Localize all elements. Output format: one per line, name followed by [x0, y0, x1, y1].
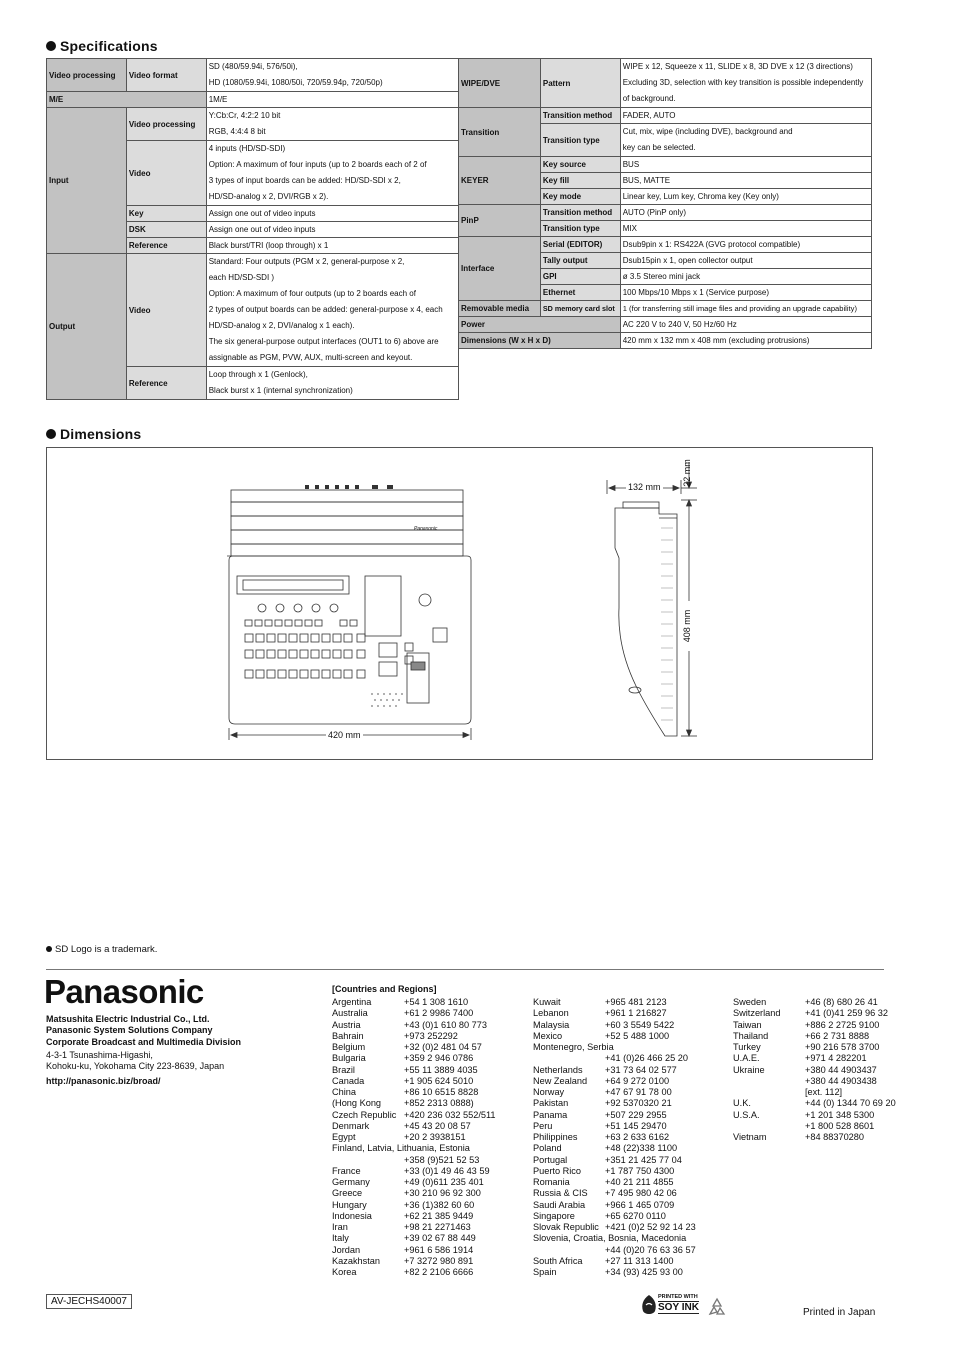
contact-row: [733, 1031, 885, 1042]
country-name: Romania: [533, 1177, 570, 1187]
contact-row: [533, 1132, 729, 1143]
country-name: Thailand: [733, 1030, 769, 1041]
contact-row: [533, 1177, 729, 1188]
contact-row: [332, 1177, 528, 1188]
phone-number: +358 (9)521 52 53: [404, 1154, 480, 1165]
country-name: Canada: [332, 1075, 365, 1086]
height-label: 132 mm: [628, 482, 661, 492]
country-name: Korea: [332, 1267, 357, 1277]
contact-row: [733, 1076, 885, 1087]
printed-in-japan: Printed in Japan: [803, 1307, 876, 1318]
specifications-heading: Specifications: [46, 38, 158, 54]
contact-row: [332, 1132, 528, 1143]
country-name: Kuwait: [533, 997, 561, 1007]
phone-number: +32 (0)2 481 04 57: [404, 1042, 482, 1052]
country-name: China: [332, 1087, 357, 1097]
contact-row: [332, 1166, 528, 1177]
website-link[interactable]: http://panasonic.biz/broad/: [46, 1076, 161, 1086]
phone-number: +51 145 29470: [605, 1120, 667, 1131]
phone-number: +1 787 750 4300: [605, 1165, 675, 1176]
contact-row: [533, 1008, 729, 1019]
country-name: Kazakhstan: [332, 1255, 381, 1266]
contact-row: [332, 1065, 528, 1076]
contact-row: [533, 1110, 729, 1121]
phone-number: +961 6 586 1914: [404, 1244, 474, 1255]
country-name: [733, 1087, 805, 1098]
contact-row: [332, 1110, 528, 1121]
phone-number: +973 252292: [404, 1030, 458, 1041]
phone-number: +351 21 425 77 04: [605, 1154, 682, 1165]
country-name: Singapore: [533, 1210, 575, 1221]
depth-label: 408 mm: [682, 601, 692, 651]
contact-row: [533, 1233, 729, 1244]
regions-column-2: [533, 997, 729, 1278]
contact-row: [533, 1166, 729, 1177]
phone-number: +7 3272 980 891: [404, 1255, 474, 1266]
country-name: Australia: [332, 1008, 368, 1019]
contact-row: [533, 1121, 729, 1132]
country-name: Finland, Latvia, Lithuania, Estonia: [332, 1143, 470, 1154]
side-view: [607, 462, 697, 736]
top-protrusion-label: 22 mm: [682, 459, 692, 487]
phone-number: +380 44 4903437: [805, 1064, 877, 1075]
contact-row: [332, 1256, 528, 1267]
phone-number: +65 6270 0110: [605, 1210, 666, 1221]
phone-number: +66 2 731 8888: [805, 1030, 870, 1041]
phone-number: +36 (1)382 60 60: [404, 1199, 475, 1210]
footer-divider: [46, 969, 884, 970]
phone-number: +7 495 980 42 06: [605, 1188, 677, 1199]
country-name: Belgium: [332, 1042, 366, 1052]
contact-row: [733, 1110, 885, 1121]
country-name: Poland: [533, 1143, 562, 1154]
soy-ink-badge: PRINTED WITH SOY INK: [638, 1292, 702, 1318]
country-name: Indonesia: [332, 1210, 372, 1221]
soy-ink-icon: [638, 1293, 660, 1317]
contact-row: [332, 1042, 528, 1053]
spec-table-left: Video processing Video format SD (480/59.94i, 576/50i), HD (1080/59.94i, 1080/50i, 720/59.94p, 720/50p) M/E 1M/E Input Video processing Y:Cb:Cr, 4:2:2 10 bit RGB, 4:4:4 8 bit Video 4 inputs (HD/SD-SDI) Option: A maximum of four inputs (up to 2 boards each of 2 of 3 types of input boards can be added: HD/SD-SDI x 2, HD/SD-analog x 2, DVI/RGB x 2). Key Assign one out of video inputs DSK Assign one out of video inputs Reference Black burst/TRI (loop through) x 1 Output Video Standard: Four outputs (PGM x 2, general-purpose x 2, each HD/SD-SDI ) Option: A maximum of four outputs (up to 2 boards each of 2 types of output boards can be added: general-purpose x 4, each HD/SD-analog x 2, DVI/analog x 1 each). The six general-purpose output interfaces (OUT1 to 6) above are assignable as PGM, PVW, AUX, multi-screen and keyout. Reference Loop through x 1 (Genlock), Black burst x 1 (internal synchronization): [46, 58, 459, 400]
contact-row: [332, 1031, 528, 1042]
phone-number: +44 (0) 1344 70 69 20: [805, 1098, 896, 1109]
contact-row: [733, 1132, 885, 1143]
phone-number: +84 88370280: [805, 1132, 865, 1142]
phone-number: +20 2 3938151: [404, 1132, 466, 1142]
phone-number: +421 (0)2 52 92 14 23: [605, 1222, 696, 1232]
contact-row: [733, 1042, 885, 1053]
contact-row: [533, 1031, 729, 1042]
contact-row: [332, 1008, 528, 1019]
contact-row: [533, 1267, 729, 1278]
phone-number: +82 2 2106 6666: [404, 1267, 474, 1277]
contact-row: [533, 997, 729, 1008]
country-name: Mexico: [533, 1030, 563, 1041]
country-name: Slovenia, Croatia, Bosnia, Macedonia: [533, 1233, 687, 1244]
sd-trademark-note: SD Logo is a trademark.: [46, 944, 157, 955]
phone-number: +30 210 96 92 300: [404, 1188, 481, 1199]
country-name: Taiwan: [733, 1019, 762, 1030]
contact-row: [733, 1098, 896, 1109]
width-label: 420 mm: [328, 730, 361, 740]
country-name: Austria: [332, 1019, 361, 1030]
contact-row: [332, 1155, 528, 1166]
country-name: Norway: [533, 1087, 565, 1097]
regions-title: [Countries and Regions]: [332, 984, 437, 994]
country-name: U.S.A.: [733, 1109, 760, 1120]
contact-row: [533, 1143, 729, 1154]
phone-number: +92 5370320 21: [605, 1098, 672, 1109]
contact-row: [332, 1121, 528, 1132]
country-name: Germany: [332, 1177, 370, 1187]
phone-number: [ext. 112]: [805, 1087, 843, 1097]
phone-number: +60 3 5549 5422: [605, 1019, 675, 1030]
country-name: France: [332, 1165, 361, 1176]
country-name: Puerto Rico: [533, 1165, 582, 1176]
country-name: New Zealand: [533, 1075, 588, 1086]
bullet-icon: [46, 429, 56, 439]
contact-row: [733, 1121, 885, 1132]
country-name: Pakistan: [533, 1098, 569, 1109]
country-name: Slovak Republic: [533, 1222, 599, 1232]
contact-row: [332, 1053, 528, 1064]
recycle-icon: [706, 1296, 728, 1323]
phone-number: +27 11 313 1400: [605, 1255, 674, 1266]
phone-number: +47 67 91 78 00: [605, 1087, 672, 1097]
phone-number: +55 11 3889 4035: [404, 1064, 478, 1075]
contact-row: [533, 1200, 729, 1211]
country-name: (Hong Kong: [332, 1098, 382, 1109]
phone-number: +40 21 211 4855: [605, 1177, 674, 1187]
contact-row: [332, 997, 528, 1008]
phone-number: +45 43 20 08 57: [404, 1120, 471, 1131]
country-name: Egypt: [332, 1132, 356, 1142]
document-code: AV-JECHS40007: [46, 1294, 132, 1309]
phone-number: +420 236 032 552/511: [404, 1109, 496, 1120]
phone-number: +1 201 348 5300: [805, 1109, 875, 1120]
phone-number: +39 02 67 88 449: [404, 1233, 476, 1244]
country-name: U.A.E.: [733, 1053, 760, 1064]
country-name: Greece: [332, 1188, 363, 1199]
contact-row: [533, 1155, 729, 1166]
front-view: [227, 485, 471, 740]
contact-row: [332, 1098, 528, 1109]
contact-row: [533, 1065, 729, 1076]
regions-column-1: [332, 997, 528, 1278]
dimensions-drawing: [47, 448, 872, 759]
country-name: Spain: [533, 1267, 557, 1277]
contact-row: [533, 1245, 729, 1256]
contact-row: [332, 1211, 528, 1222]
phone-number: +31 73 64 02 577: [605, 1064, 677, 1075]
phone-number: +1 800 528 8601: [805, 1120, 875, 1131]
panasonic-logo: Panasonic: [44, 973, 204, 1010]
contact-row: [533, 1098, 729, 1109]
phone-number: +63 2 633 6162: [605, 1132, 670, 1142]
country-name: U.K.: [733, 1098, 751, 1109]
phone-number: +98 21 2271463: [404, 1222, 471, 1232]
country-name: Italy: [332, 1233, 349, 1244]
phone-number: +49 (0)611 235 401: [404, 1177, 484, 1187]
phone-number: +61 2 9986 7400: [404, 1008, 474, 1019]
country-name: Jordan: [332, 1244, 361, 1255]
country-name: Bulgaria: [332, 1053, 366, 1064]
country-name: Panama: [533, 1109, 568, 1120]
phone-number: +48 (22)338 1100: [605, 1143, 678, 1154]
phone-number: +1 905 624 5010: [404, 1075, 474, 1086]
country-name: Iran: [332, 1222, 348, 1232]
phone-number: +44 (0)20 76 63 36 57: [605, 1244, 696, 1255]
phone-number: +507 229 2955: [605, 1109, 667, 1120]
contact-row: [533, 1020, 729, 1031]
phone-number: +86 10 6515 8828: [404, 1087, 479, 1097]
contact-row: [332, 1245, 528, 1256]
contact-row: [332, 1188, 528, 1199]
country-name: Russia & CIS: [533, 1188, 588, 1199]
phone-number: +46 (8) 680 26 41: [805, 997, 878, 1007]
contact-row: [533, 1087, 729, 1098]
phone-number: +41 (0)41 259 96 32: [805, 1008, 889, 1019]
country-name: South Africa: [533, 1255, 583, 1266]
country-name: Philippines: [533, 1132, 578, 1142]
row-sublabel: Video format: [126, 59, 206, 92]
dimensions-heading: Dimensions: [46, 426, 141, 442]
phone-number: +41 (0)26 466 25 20: [605, 1053, 689, 1064]
contact-row: [533, 1188, 729, 1199]
phone-number: +966 1 465 0709: [605, 1199, 675, 1210]
spec-table-right: WIPE/DVE Pattern WIPE x 12, Squeeze x 11, SLIDE x 8, 3D DVE x 12 (3 directions) Excluding 3D, selection with key transition is possible independently of background. Transition Transition method FADER, AUTO Transition type Cut, mix, wipe (including DVE), background and key can be selected. KEYER Key source BUS Key fill BUS, MATTE Key mode Linear key, Lum key, Chroma key (Key only) PinP Transition method AUTO (PinP only) Transition type MIX Interface Serial (EDITOR) Dsub9pin x 1: RS422A (GVG protocol compatible) Tally output Dsub15pin x 1, open collector output GPI ø 3.5 Stereo mini jack Ethernet 100 Mbps/10 Mbps x 1 (Service purpose) Removable media SD memory card slot 1 (for transferring still image files and providing an upgrade capability) Power AC 220 V to 240 V, 50 Hz/60 Hz Dimensions (W x H x D) 420 mm x 132 mm x 408 mm (excluding protrusions): [458, 58, 872, 349]
country-name: Lebanon: [533, 1008, 569, 1019]
dimensions-box: [46, 447, 873, 760]
phone-number: +43 (0)1 610 80 773: [404, 1019, 488, 1030]
phone-number: +852 2313 0888): [404, 1098, 474, 1109]
phone-number: +971 4 282201: [805, 1053, 867, 1064]
country-name: Brazil: [332, 1064, 355, 1075]
contact-row: [733, 1053, 885, 1064]
country-name: [332, 1155, 404, 1166]
contact-row: [533, 1076, 729, 1087]
contact-row: [332, 1233, 528, 1244]
panel-brand: Panasonic: [414, 526, 438, 532]
company-address: 4-3-1 Tsunashima-Higashi, Kohoku-ku, Yokohama City 223-8639, Japan: [46, 1050, 225, 1072]
phone-number: +961 1 216827: [605, 1008, 667, 1019]
contact-row: [533, 1053, 729, 1064]
phone-number: +359 2 946 0786: [404, 1053, 474, 1064]
country-name: Malaysia: [533, 1019, 570, 1030]
country-name: Switzerland: [733, 1008, 781, 1019]
phone-number: +965 481 2123: [605, 997, 667, 1007]
country-name: Ukraine: [733, 1064, 765, 1075]
phone-number: +52 5 488 1000: [605, 1030, 670, 1041]
country-name: Montenegro, Serbia: [533, 1042, 614, 1052]
phone-number: +380 44 4903438: [805, 1075, 877, 1086]
country-name: Argentina: [332, 997, 372, 1007]
contact-row: [332, 1020, 528, 1031]
regions-column-3: [733, 997, 896, 1143]
contact-row: [332, 1222, 528, 1233]
contact-row: [332, 1267, 528, 1278]
contact-row: [533, 1211, 729, 1222]
company-name: Matsushita Electric Industrial Co., Ltd. Panasonic System Solutions Company Corporate Broadcast and Multimedia Division: [46, 1014, 242, 1047]
country-name: Sweden: [733, 997, 767, 1007]
phone-number: +33 (0)1 49 46 43 59: [404, 1165, 490, 1176]
contact-row: [332, 1143, 528, 1154]
country-name: [733, 1121, 805, 1132]
country-name: [533, 1053, 605, 1064]
country-name: Denmark: [332, 1120, 370, 1131]
contact-row: [733, 1008, 889, 1019]
country-name: Turkey: [733, 1042, 761, 1052]
bullet-icon: [46, 946, 52, 952]
contact-row: [533, 1222, 729, 1233]
phone-number: +64 9 272 0100: [605, 1075, 670, 1086]
contact-row: [332, 1200, 528, 1211]
contact-row: [533, 1042, 729, 1053]
phone-number: +34 (93) 425 93 00: [605, 1267, 683, 1277]
country-name: Netherlands: [533, 1064, 583, 1075]
phone-number: +54 1 308 1610: [404, 997, 469, 1007]
contact-row: [332, 1087, 528, 1098]
contact-row: [733, 1020, 885, 1031]
country-name: [533, 1245, 605, 1256]
contact-row: [533, 1256, 729, 1267]
country-name: Czech Republic: [332, 1109, 397, 1120]
country-name: Peru: [533, 1120, 553, 1131]
phone-number: +90 216 578 3700: [805, 1042, 880, 1052]
country-name: [733, 1076, 805, 1087]
contact-row: [733, 1065, 885, 1076]
country-name: Hungary: [332, 1199, 367, 1210]
row-label: Video processing: [47, 59, 127, 92]
phone-number: +62 21 385 9449: [404, 1210, 474, 1221]
contact-row: [733, 1087, 885, 1098]
country-name: Bahrain: [332, 1030, 364, 1041]
phone-number: +886 2 2725 9100: [805, 1019, 880, 1030]
contact-row: [332, 1076, 528, 1087]
country-name: Portugal: [533, 1154, 568, 1165]
contact-row: [733, 997, 885, 1008]
bullet-icon: [46, 41, 56, 51]
country-name: Vietnam: [733, 1132, 767, 1142]
country-name: Saudi Arabia: [533, 1199, 586, 1210]
